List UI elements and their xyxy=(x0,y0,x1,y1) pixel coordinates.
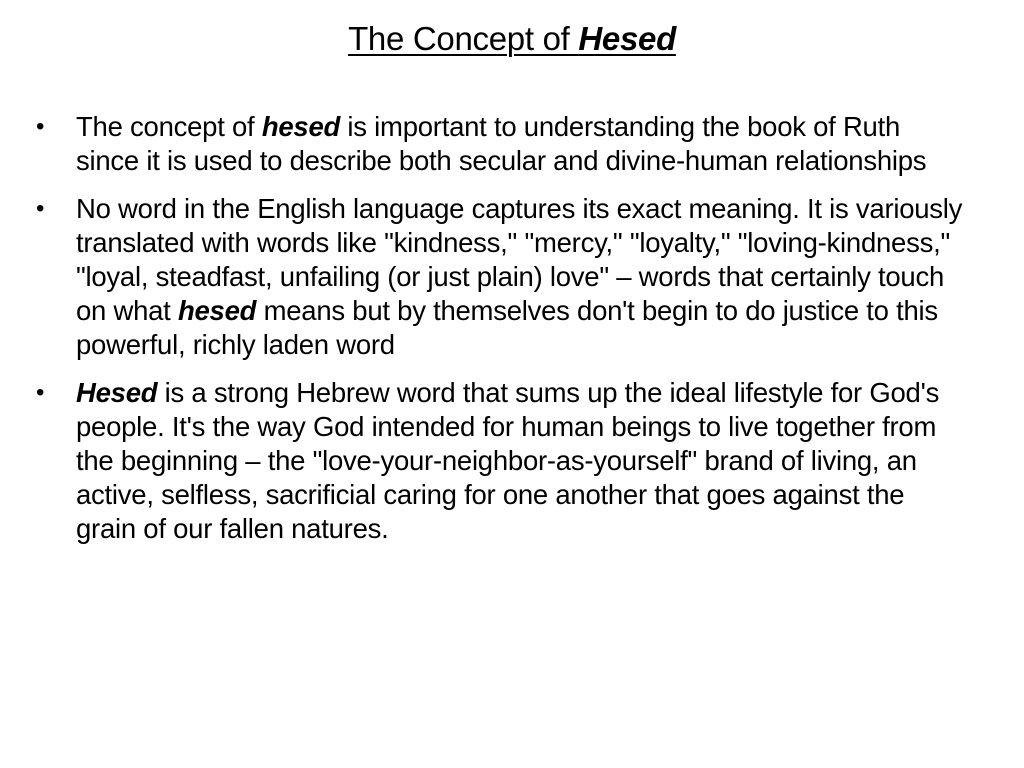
bullet-item-hesed-concept xyxy=(0,110,968,178)
bullet-text-after: means but by themselves don't begin to do justice to this powerful, richly laden word xyxy=(76,295,938,360)
slide-title xyxy=(0,18,1024,60)
bullet-dot-icon: • xyxy=(36,379,45,406)
bullet-emphasis: hesed xyxy=(177,295,257,326)
bullet-dot-icon: • xyxy=(36,195,45,222)
bullet-emphasis: Hesed xyxy=(76,377,158,408)
bullet-item-strong-hebrew-word xyxy=(0,376,968,546)
title-emphasis: Hesed xyxy=(578,20,676,57)
slide-title-text xyxy=(348,20,676,57)
bullet-list xyxy=(0,110,1024,560)
title-prefix: The Concept of xyxy=(348,20,579,57)
bullet-text-after: is a strong Hebrew word that sums up the ideal lifestyle for God's people. It's the way God intended for human beings to live together from the beginning – the "love-your-neighbor-as-yourself" brand of living, an active, selfless, sacrificial caring for one another that goes against the grain of our fallen natures. xyxy=(76,377,940,544)
bullet-text-before: No word in the English language captures its exact meaning. It is variously translated with words like "kindness," "mercy," "loyalty," "loving-kindness," "loyal, steadfast, unfailing (or just plain) love" – words that certainly touch on what xyxy=(76,193,963,326)
bullet-text-before: The concept of xyxy=(76,111,262,142)
bullet-emphasis: hesed xyxy=(261,111,341,142)
bullet-item-no-english-word xyxy=(0,192,968,362)
bullet-dot-icon: • xyxy=(36,113,45,140)
bullet-text-after: is important to understanding the book of Ruth since it is used to describe both secular and divine-human relationships xyxy=(76,111,927,176)
